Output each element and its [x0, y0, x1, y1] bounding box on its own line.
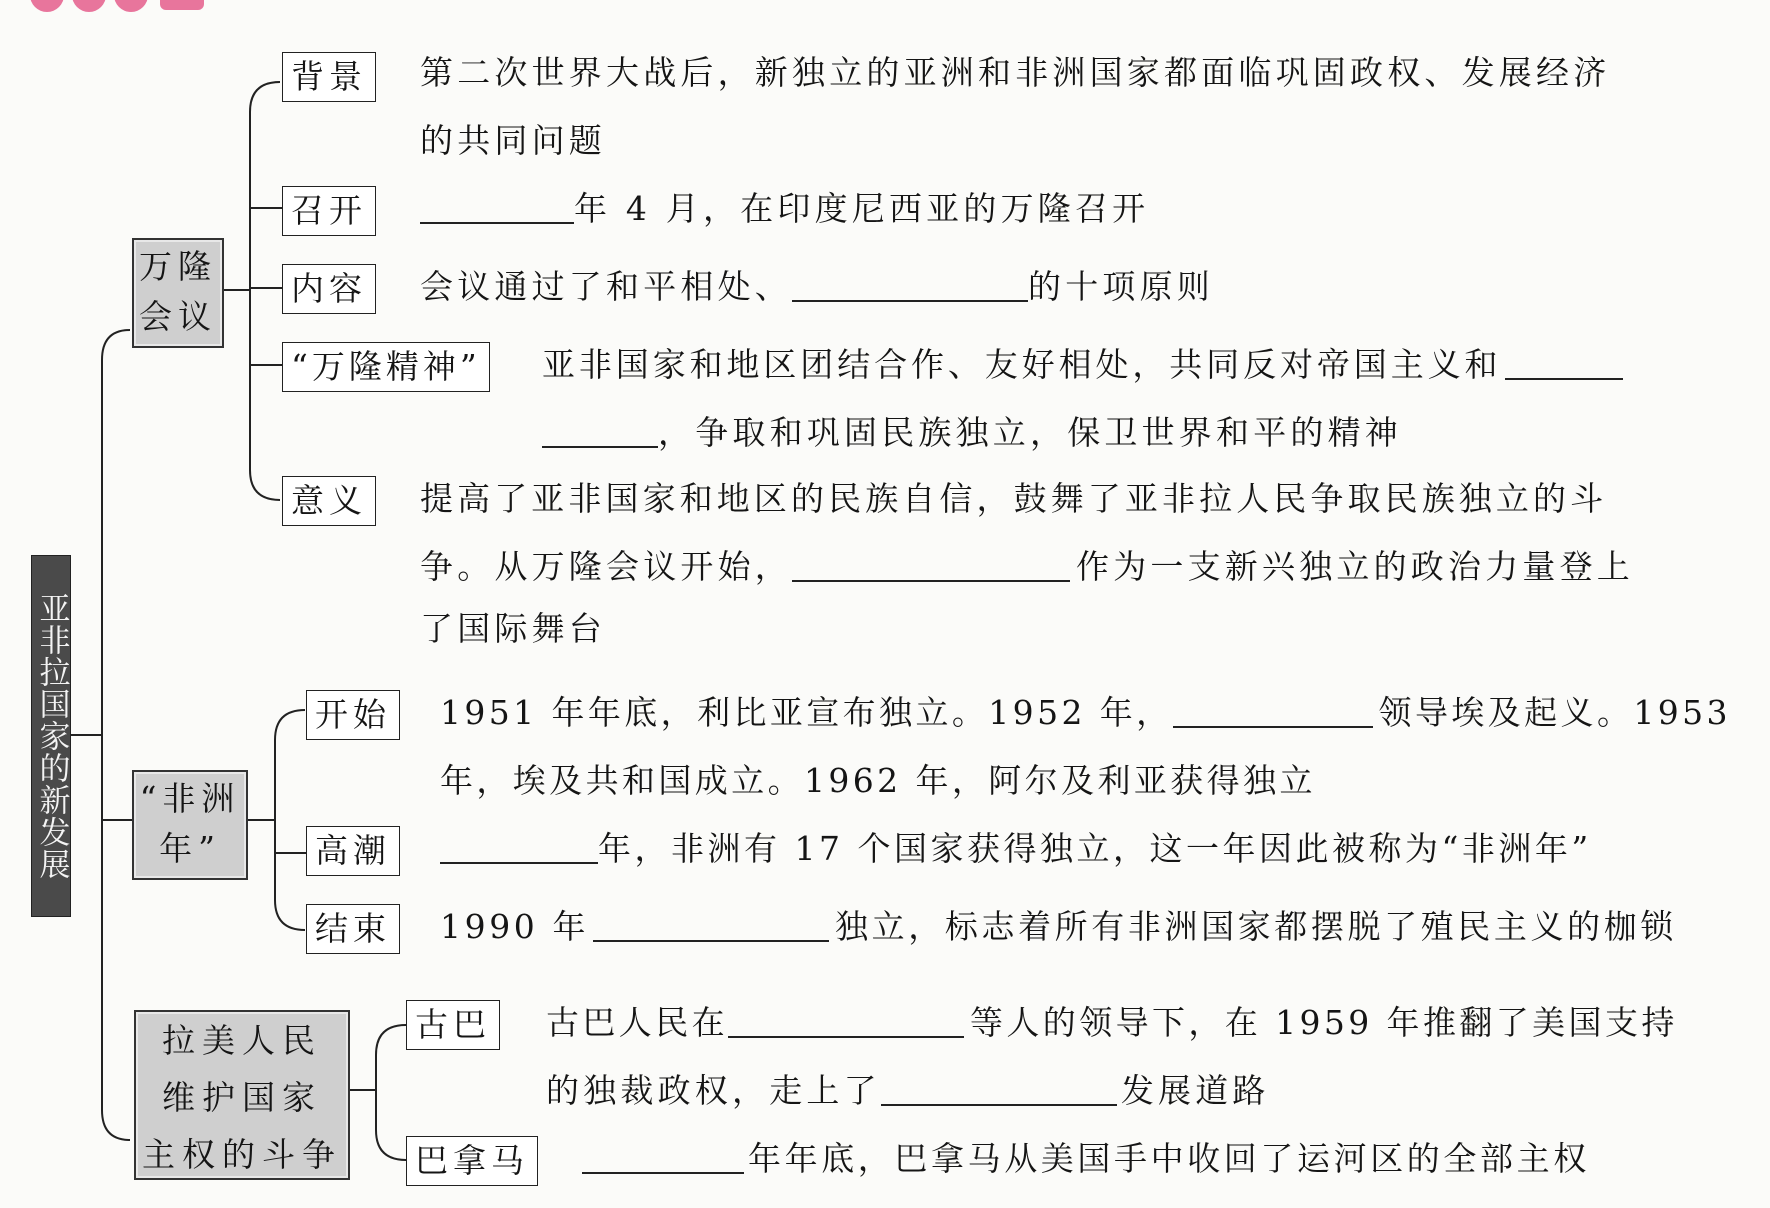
end-text: [440, 902, 1677, 952]
fill-blank[interactable]: [728, 1006, 964, 1038]
significance-text-line-2: [420, 542, 1634, 592]
start-text-line-1: [440, 688, 1731, 738]
tag-start: 开始: [306, 690, 400, 740]
significance-line2-before: 争。从万隆会议开始，: [420, 547, 792, 586]
tag-cuba: 古巴: [406, 1000, 500, 1050]
background-text-line-2: 的共同问题: [420, 121, 606, 160]
content-after: 的十项原则: [1028, 267, 1214, 306]
fill-blank[interactable]: [1173, 696, 1373, 728]
spirit-line1: 亚非国家和地区团结合作、友好相处，共同反对帝国主义和: [542, 345, 1502, 384]
tag-panama: 巴拿马: [406, 1136, 538, 1186]
start-line1-before: 1951 年年底，利比亚宣布独立。1952 年，: [440, 693, 1173, 732]
tag-end: 结束: [306, 904, 400, 954]
background-text-line-1: 第二次世界大战后，新独立的亚洲和非洲国家都面临巩固政权、发展经济: [420, 53, 1611, 92]
topic-latin-line-1: 拉美人民: [162, 1021, 322, 1060]
fill-blank[interactable]: [582, 1142, 744, 1174]
fill-blank[interactable]: [792, 550, 1070, 582]
tag-background: 背景: [282, 52, 376, 102]
topic-africa-year: “非洲年”: [132, 770, 248, 880]
tag-convened: 召开: [282, 186, 376, 236]
fill-blank[interactable]: [792, 270, 1028, 302]
end-before: 1990 年: [440, 907, 590, 946]
convened-after: 年 4 月，在印度尼西亚的万隆召开: [574, 189, 1150, 228]
fill-blank[interactable]: [593, 910, 829, 942]
significance-text-line-3: 了国际舞台: [420, 609, 606, 648]
fill-blank[interactable]: [881, 1074, 1117, 1106]
cuba-line2-before: 的独裁政权，走上了: [546, 1071, 881, 1110]
topic-latin-line-3: 主权的斗争: [142, 1135, 342, 1174]
tag-significance: 意义: [282, 476, 376, 526]
climax-text: [440, 824, 1592, 874]
cuba-line1-before: 古巴人民在: [546, 1003, 728, 1042]
start-text-line-2: 年，埃及共和国成立。1962 年，阿尔及利亚获得独立: [440, 761, 1316, 800]
fill-blank[interactable]: [1505, 348, 1623, 380]
significance-text-line-1: 提高了亚非国家和地区的民族自信，鼓舞了亚非拉人民争取民族独立的斗: [420, 479, 1608, 518]
spirit-text-line-2: [542, 408, 1402, 458]
panama-after: 年年底，巴拿马从美国手中收回了运河区的全部主权: [748, 1139, 1590, 1178]
convened-text: [420, 184, 1149, 234]
fill-blank[interactable]: [420, 192, 574, 224]
tag-content: 内容: [282, 264, 376, 314]
fill-blank[interactable]: [440, 832, 598, 864]
end-after: 独立，标志着所有非洲国家都摆脱了殖民主义的枷锁: [835, 907, 1677, 946]
topic-latin-america: [134, 1010, 350, 1180]
cuba-line2-after: 发展道路: [1120, 1071, 1270, 1110]
spirit-line2: ，争取和巩固民族独立，保卫世界和平的精神: [658, 413, 1402, 452]
significance-line2-after: 作为一支新兴独立的政治力量登上: [1076, 547, 1634, 586]
cuba-line1-after: 等人的领导下，在 1959 年推翻了美国支持: [970, 1003, 1678, 1042]
root-topic: 亚非拉国家的新发展: [31, 555, 71, 917]
panama-text: [582, 1134, 1590, 1184]
fill-blank[interactable]: [542, 416, 658, 448]
topic-latin-line-2: 维护国家: [162, 1078, 322, 1117]
content-text: [420, 262, 1214, 312]
topic-bandung-conference: 万隆会议: [132, 238, 224, 348]
content-before: 会议通过了和平相处、: [420, 267, 792, 306]
start-line1-after: 领导埃及起义。1953: [1378, 693, 1731, 732]
cuba-text-line-1: [546, 998, 1678, 1048]
tag-bandung-spirit: “万隆精神”: [282, 342, 490, 392]
tag-climax: 高潮: [306, 826, 400, 876]
spirit-text-line-1: [542, 340, 1623, 390]
climax-after: 年，非洲有 17 个国家获得独立，这一年因此被称为“非洲年”: [598, 829, 1592, 868]
cuba-text-line-2: [546, 1066, 1270, 1116]
